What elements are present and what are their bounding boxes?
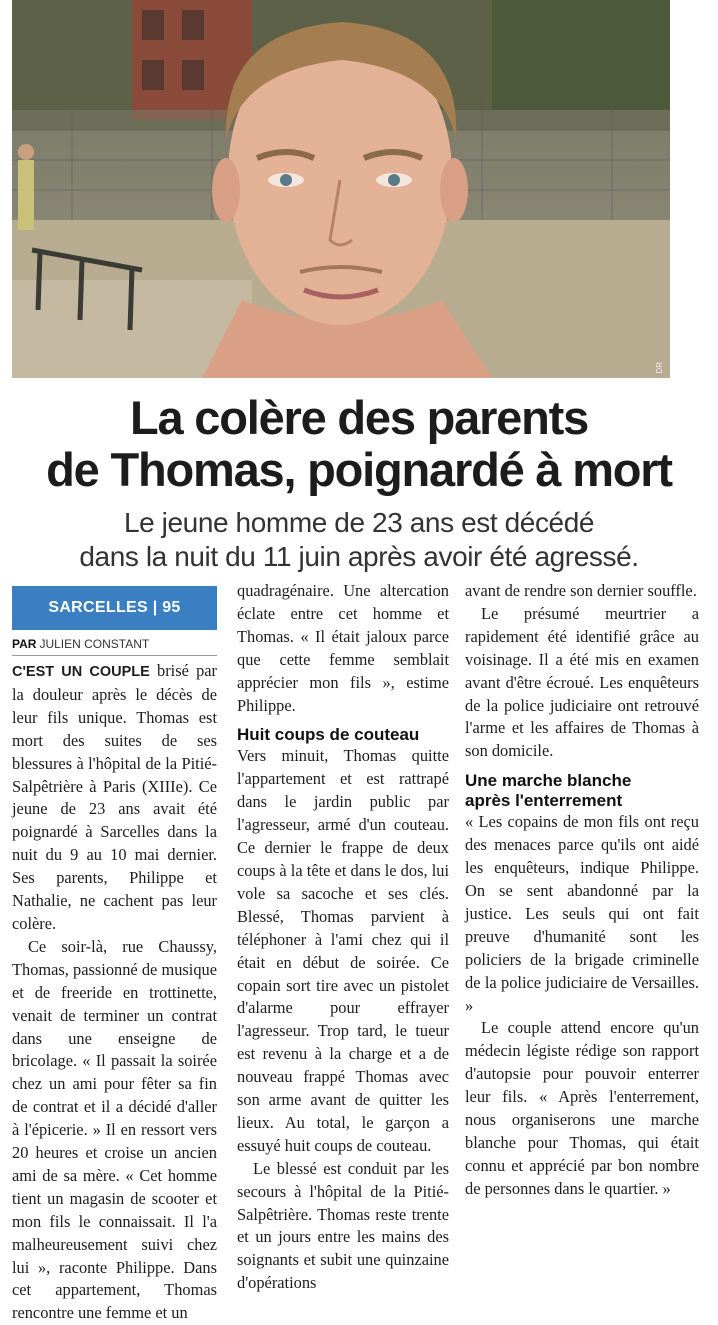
subheadline-line-2: dans la nuit du 11 juin après avoir été agressé. — [79, 541, 639, 572]
article-paragraph-1 — [12, 660, 217, 936]
lead-caps: C'EST UN COUPLE — [12, 664, 150, 680]
article-paragraph-4: Le blessé est conduit par les secours à l'hôpital de la Pitié-Salpêtrière. Thomas reste trente et un jours entre les mains des soignants et subit une quinzaine d'opérations — [237, 1158, 449, 1293]
intertitle-huit-coups: Huit coups de couteau — [237, 725, 420, 745]
byline-prefix: PAR — [12, 637, 37, 651]
article-photo — [12, 0, 670, 378]
article-paragraph-2: Ce soir-là, rue Chaussy, Thomas, passionné de musique et de freeride en trottinette, venait de terminer un contrat dans une enseigne de bricolage. « Il passait la soirée chez un ami pour fêter sa fin de contrat et il a décidé d'aller à l'épicerie. » Il en ressort vers 20 heures et croise un ancien ami de sa mère. « Cet homme tient un magasin de scooter et mon fils le connaissait. Il l'a malheureusement suivi chez lui », raconte Philippe. Dans cet appartement, Thomas rencontre une femme et un — [12, 936, 217, 1323]
intertitle-marche-blanche — [465, 771, 699, 811]
portrait-illustration — [12, 0, 670, 378]
intertitle-line-1: Une marche blanche — [465, 771, 632, 791]
headline — [0, 392, 718, 496]
byline — [12, 630, 217, 656]
article-column-1 — [12, 586, 217, 1325]
headline-line-1: La colère des parents — [129, 391, 589, 444]
article-paragraph-4-continued: avant de rendre son dernier souffle. — [465, 581, 697, 600]
article-paragraph-5: Le présumé meurtrier a rapidement été identifié grâce au voisinage. Il a été mis en examen avant d'être écroué. Les enquêteurs de la police judiciaire ont retrouvé l'arme et les affaires de Thomas à son domicile. — [465, 603, 699, 761]
headline-line-2: de Thomas, poignardé à mort — [46, 443, 672, 496]
photo-credit: DR — [655, 362, 664, 374]
article-paragraph-6: « Les copains de mon fils ont reçu des menaces parce qu'ils ont aidé les enquêteurs, indique Philippe. On se sent abandonné par la justice. Les seuls qui ont fait preuve d'humanité sont les policiers de la brigade criminelle de la police judiciaire de Versailles. » — [465, 812, 699, 1015]
intertitle-line-2: après l'enterrement — [465, 791, 623, 811]
article-paragraph-7: Le couple attend encore qu'un médecin légiste rédige son rapport d'autopsie pour pouvoir enterrer leur fils. « Après l'enterrement, nous organiserons une marche blanche pour Thomas, qui était connu et apprécié par bon nombre de personnes dans le quartier. » — [465, 1018, 699, 1198]
article-column-2 — [237, 580, 449, 1295]
location-rubric: SARCELLES | 95 — [12, 586, 217, 630]
article-paragraph-3: Vers minuit, Thomas quitte l'appartement et est rattrapé dans le jardin public par l'agresseur, armé d'un couteau. Ce dernier le frappe de deux coups à la tête et dans le dos, lui vole sa sacoche et ses clés. Blessé, Thomas parvient à téléphoner à l'ami chez qui il était en début de soirée. Ce copain sort tire avec un pistolet d'alarme pour effrayer l'agresseur. Trop tard, le tueur est revenu à la charge et a de nouveau frappé Thomas avec son arme avant de quitter les lieux. Au total, le garçon a essuyé huit coups de couteau. — [237, 746, 449, 1155]
paragraph-1-text: brisé par la douleur après le décès de leur fils unique. Thomas est mort des suites de ses blessures à l'hôpital de la Pitié-Salpêtrière à Paris (XIIIe). Ce jeune de 23 ans avait été poignardé à Sarcelles dans la nuit du 9 au 10 mai dernier. Ses parents, Philippe et Nathalie, ne cachent pas leur colère. — [12, 661, 217, 933]
article-column-3 — [465, 580, 699, 1201]
subheadline — [0, 506, 718, 574]
byline-author: JULIEN CONSTANT — [39, 637, 150, 651]
subheadline-line-1: Le jeune homme de 23 ans est décédé — [123, 507, 595, 538]
article-paragraph-2-continued: quadragénaire. Une altercation éclate entre cet homme et Thomas. « Il était jaloux parce que cette femme semblait apprécier mon fils », estime Philippe. — [237, 581, 449, 715]
